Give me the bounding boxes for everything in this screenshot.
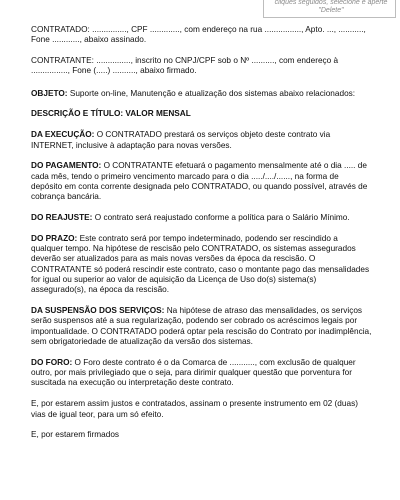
- execucao-paragraph: [31, 130, 372, 151]
- pagamento-text: O CONTRATANTE efetuará o pagamento mensalmente até o dia ..... de cada mês, tendo o primeiro vencimento marcado para o dia ...../..../......, na forma de depósito em conta corrente designada pelo CONTRATADO, ou quando possível, através de cobrança bancária.: [31, 161, 368, 202]
- contract-document: [31, 25, 372, 451]
- foro-text: O Foro deste contrato é o da Comarca de ..........., com exclusão de qualquer outro, por mais privilegiado que o seja, para dirimir qualquer questão que porventura for suscitada na execução ou interpretação deste contrato.: [31, 357, 356, 388]
- pagamento-heading: DO PAGAMENTO:: [31, 161, 102, 171]
- delete-hint-box: [263, 0, 396, 18]
- objeto-paragraph: [31, 89, 372, 99]
- delete-hint-text: cliques seguidos, selecione e aperte "Delete": [274, 0, 388, 14]
- pagamento-paragraph: [31, 161, 372, 202]
- contratado-paragraph: CONTRATADO: ..............., CPF ............., com endereço na rua ................, Apto. ..., ..........., Fone ............, abaixo assinado.: [31, 25, 366, 45]
- closing-paragraph-2: E, por estarem firmados: [31, 430, 120, 440]
- reajuste-text: O contrato será reajustado conforme a política para o Salário Mínimo.: [92, 213, 350, 223]
- closing-paragraph: E, por estarem assim justos e contratados, assinam o presente instrumento em 02 (duas) vias de igual teor, para um só efeito.: [31, 399, 358, 419]
- foro-paragraph: [31, 358, 372, 389]
- suspensao-text: Na hipótese de atraso das mensalidades, os serviços serão suspensos até a sua regularização, podendo ser cobrado os acréscimos legais por impontualidade. O CONTRATADO poderá optar pela rescisão do Contrato por inadimplência, sem obrigatoriedade de atualização da versão dos sistemas.: [31, 306, 372, 347]
- reajuste-paragraph: [31, 213, 372, 223]
- prazo-text: Este contrato será por tempo indeterminado, podendo ser rescindido a qualquer tempo. Na hipótese de rescisão pelo CONTRATADO, os sistemas assegurados deverão ser atualizados para as mais novas versões da época da rescisão. O CONTRATANTE só poderá rescindir este contrato, caso o montante pago das mensalidades for igual ou superior ao valor de aquisição da Licença de Uso do(s) sistema(s) assegurado(s), na época da rescisão.: [31, 233, 370, 295]
- execucao-heading: DA EXECUÇÃO:: [31, 130, 95, 140]
- execucao-text: O CONTRATADO prestará os serviços objeto deste contrato via INTERNET, inclusive à adaptação para novas versões.: [31, 130, 331, 150]
- reajuste-heading: DO REAJUSTE:: [31, 213, 93, 223]
- prazo-paragraph: [31, 234, 372, 296]
- descricao-heading: DESCRIÇÃO E TÍTULO: VALOR MENSAL: [31, 109, 191, 119]
- contratante-paragraph: CONTRATANTE: ..............., inscrito no CNPJ/CPF sob o Nº .........., com endereço à ................, Fone (.....) .........., abaixo firmado.: [31, 56, 339, 76]
- prazo-heading: DO PRAZO:: [31, 233, 78, 243]
- objeto-heading: OBJETO:: [31, 88, 68, 98]
- suspensao-paragraph: [31, 306, 372, 347]
- suspensao-heading: DA SUSPENSÃO DOS SERVIÇOS:: [31, 306, 165, 316]
- foro-heading: DO FORO:: [31, 357, 73, 367]
- objeto-text: Suporte on-line, Manutenção e atualização dos sistemas abaixo relacionados:: [67, 88, 356, 98]
